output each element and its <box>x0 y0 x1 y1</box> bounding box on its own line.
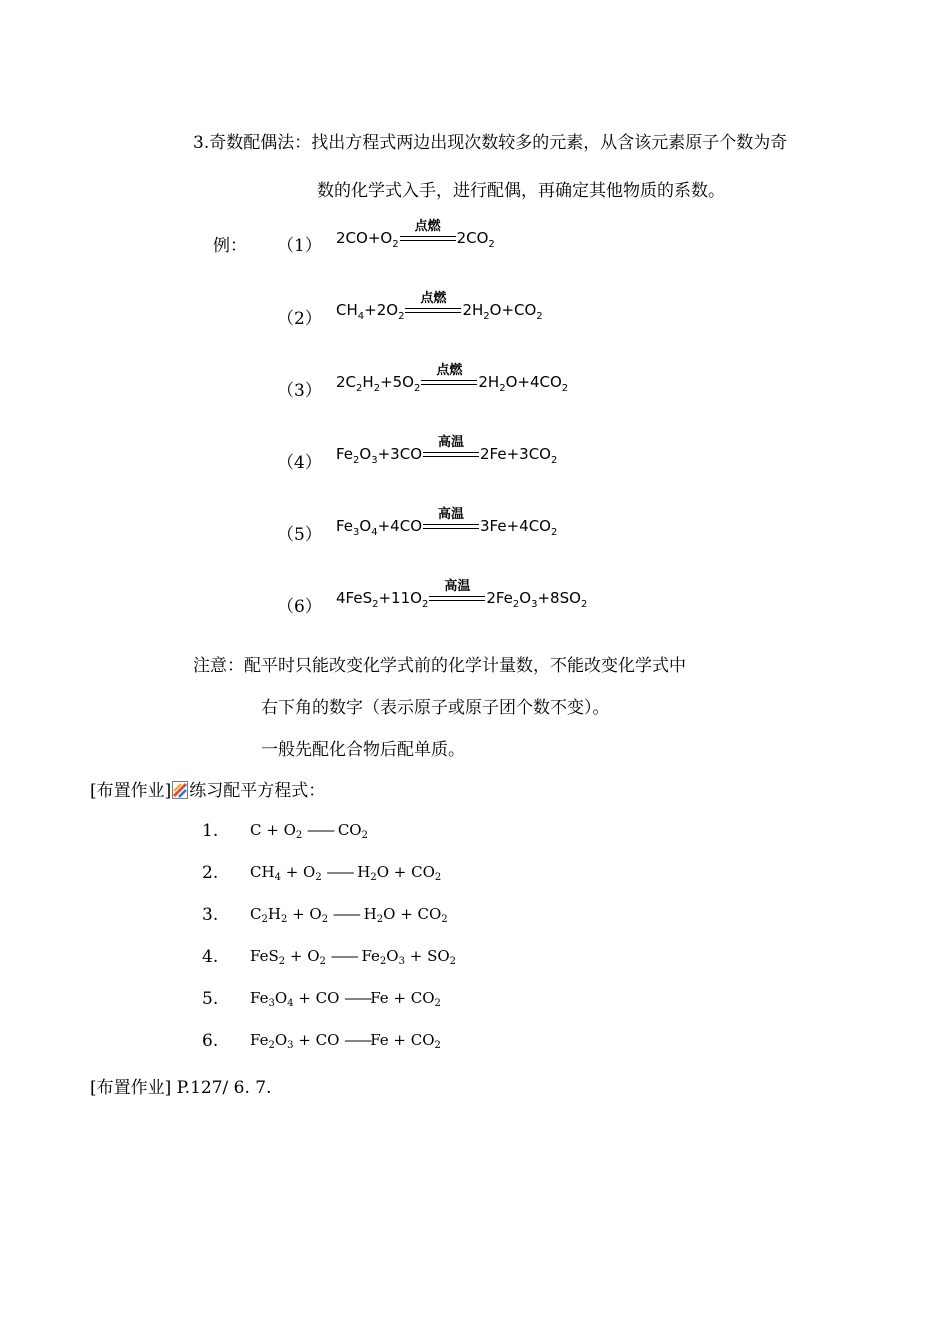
exercise-number: 3. <box>202 905 219 925</box>
example-label: 例： <box>213 236 247 256</box>
reaction-condition: 高温 <box>444 578 471 594</box>
reaction-condition: 高温 <box>438 506 465 522</box>
equation-1: $2CO+O_2$ 点燃 $2CO_2$ <box>336 229 495 250</box>
method-heading-line2: 数的化学式入手，进行配偶，再确定其他物质的系数。 <box>317 181 725 201</box>
homework-label: [布置作业] <box>90 1078 172 1098</box>
note-line3: 一般先配化合物后配单质。 <box>261 740 465 760</box>
example-number: （2） <box>277 309 322 329</box>
exercise-5: $Fe_3O_4$ + CO ——Fe + $CO_2$ <box>250 989 441 1009</box>
equation-3: $2C_2H_2+5O_2$ 点燃 $2H_2O+4CO_2$ <box>336 373 568 394</box>
exercise-number: 1. <box>202 821 219 841</box>
equation-6: $4FeS_2+11O_2$ 高温 $2Fe_2O_3+8SO_2$ <box>336 589 587 610</box>
reaction-arrow <box>423 506 479 531</box>
example-number: （5） <box>277 525 322 545</box>
reaction-condition: 点燃 <box>414 218 441 234</box>
homework-pages: P.127/ 6. 7. <box>176 1078 272 1098</box>
reaction-condition: 点燃 <box>436 362 463 378</box>
note-line1: 注意：配平时只能改变化学式前的化学计量数，不能改变化学式中 <box>193 656 686 676</box>
exercise-number: 5. <box>202 989 219 1009</box>
exercise-4: $FeS_2 + O_2$ —— $Fe_2O_3 + SO_2$ <box>250 947 457 967</box>
exercise-3: $C_2H_2 + O_2$ —— $H_2O + CO_2$ <box>250 905 448 925</box>
exercise-2: $CH_4 + O_2$ —— $H_2O + CO_2$ <box>250 863 442 883</box>
exercise-number: 2. <box>202 863 219 883</box>
reaction-arrow <box>400 218 456 243</box>
homework-heading <box>90 776 325 801</box>
exercise-1: $C + O_2$ —— $CO_2$ <box>250 821 368 841</box>
example-number: （3） <box>277 381 322 401</box>
reaction-arrow <box>429 578 485 603</box>
method-heading-line1: 3.奇数配偶法：找出方程式两边出现次数较多的元素，从含该元素原子个数为奇 <box>193 133 788 153</box>
homework-text: 练习配平方程式： <box>189 781 326 801</box>
reaction-condition: 点燃 <box>420 290 447 306</box>
homework-assignment <box>90 1073 272 1098</box>
exercise-6: $Fe_2O_3$ + CO ——Fe + $CO_2$ <box>250 1031 441 1051</box>
example-number: （6） <box>277 597 322 617</box>
exercise-number: 6. <box>202 1031 219 1051</box>
reaction-arrow <box>423 434 479 459</box>
note-line2: 右下角的数字（表示原子或原子团个数不变）。 <box>261 698 610 718</box>
equation-4: $Fe_2O_3+3CO$ 高温 $2Fe+3CO_2$ <box>336 445 557 466</box>
reaction-condition: 高温 <box>438 434 465 450</box>
reaction-arrow <box>421 362 477 387</box>
homework-label: [布置作业] <box>90 781 172 801</box>
equation-2: $CH_4+2O_2$ 点燃 $2H_2O+CO_2$ <box>336 301 543 322</box>
example-number: （1） <box>277 236 322 256</box>
broken-image-icon <box>172 781 188 799</box>
exercise-number: 4. <box>202 947 219 967</box>
example-number: （4） <box>277 453 322 473</box>
reaction-arrow <box>405 290 461 315</box>
equation-5: $Fe_3O_4+4CO$ 高温 $3Fe+4CO_2$ <box>336 517 557 538</box>
